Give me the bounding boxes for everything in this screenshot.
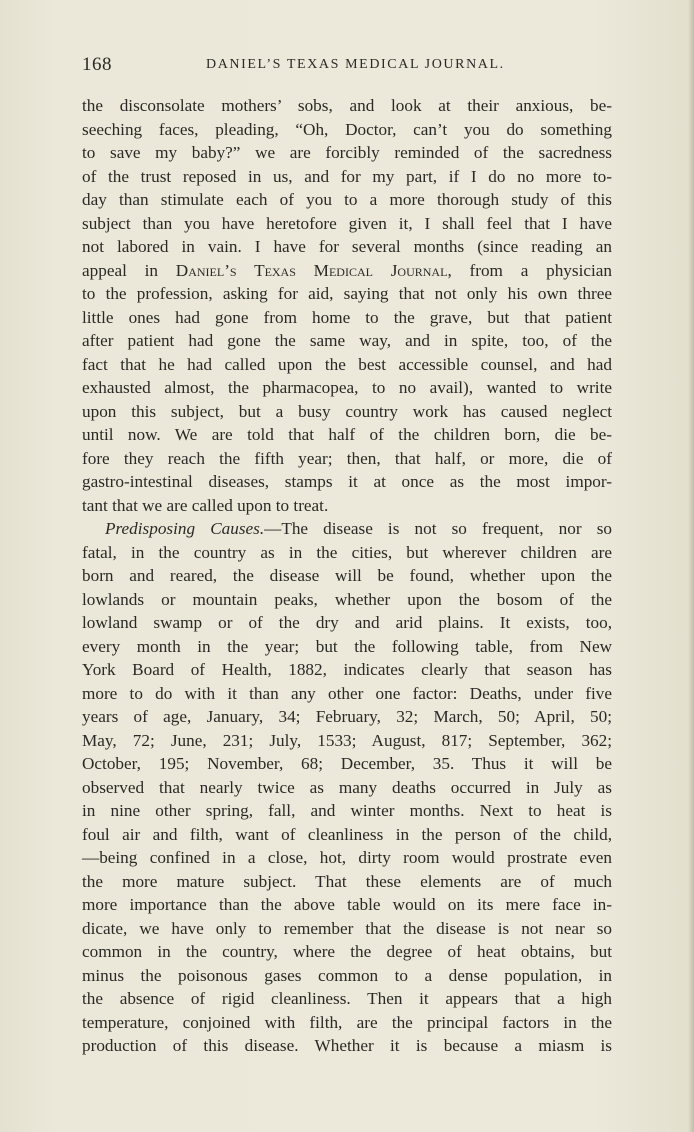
text-line: gastro-intestinal diseases, stamps it at once as the most impor- (82, 472, 612, 491)
text-line: every month in the year; but the following table, from New (82, 636, 612, 656)
text-line: upon this subject, but a busy country work has caused neglect (82, 401, 612, 421)
text-line: temperature, conjoined with filth, are the principal factors in the (82, 1012, 612, 1032)
text-line: common in the country, where the degree of heat obtains, but (82, 942, 612, 961)
text-line: of the trust reposed in us, and for my part, if I do no more to- (82, 166, 612, 186)
text-line: appeal in Daniel’s Texas Medical Journal, from a physician (82, 260, 612, 280)
text-line: tant that we are called upon to treat. (82, 495, 329, 515)
page-number: 168 (82, 54, 112, 75)
text-line: lowland swamp or of the dry and arid plains. It exists, too, (82, 613, 612, 632)
text-line: to the profession, asking for aid, saying that not only his own three (82, 284, 612, 303)
text-line: little ones had gone from home to the grave, but that patient (82, 307, 612, 327)
text-line: not labored in vain. I have for several months (since reading an (82, 237, 612, 256)
text-line: exhausted almost, the pharmacopea, to no avail), wanted to write (82, 378, 612, 397)
text-line: fore they reach the fifth year; then, that half, or more, die of (82, 448, 612, 468)
text-line: in nine other spring, fall, and winter months. Next to heat is (82, 801, 612, 820)
text-line: observed that nearly twice as many deaths occurred in July as (82, 777, 612, 797)
body-text (82, 94, 612, 1058)
text-line: October, 195; November, 68; December, 35. Thus it will be (82, 754, 612, 773)
text-line: lowlands or mountain peaks, whether upon the bosom of the (82, 589, 612, 609)
text-line: fact that he had called upon the best accessible counsel, and had (82, 354, 612, 374)
text-line: York Board of Health, 1882, indicates clearly that season has (82, 660, 612, 679)
text-line: until now. We are told that half of the children born, die be- (82, 425, 612, 444)
page-spine-shadow (688, 0, 694, 1132)
journal-title: DANIEL’S TEXAS MEDICAL JOURNAL. (206, 57, 505, 72)
text-line: May, 72; June, 231; July, 1533; August, 817; September, 362; (82, 730, 612, 750)
text-line: —being confined in a close, hot, dirty room would prostrate even (82, 848, 612, 867)
text-line: fatal, in the country as in the cities, but wherever children are (82, 542, 612, 562)
running-head (82, 54, 612, 78)
text-line: subject than you have heretofore given it, I shall feel that I have (82, 213, 612, 233)
text-line: to save my baby?” we are forcibly reminded of the sacredness (82, 143, 612, 162)
text-line: more importance than the above table would on its mere face in- (82, 895, 612, 914)
text-line: minus the poisonous gases common to a dense population, in (82, 965, 612, 985)
text-line: production of this disease. Whether it is because a miasm is (82, 1036, 612, 1055)
text-line: more to do with it than any other one factor: Deaths, under five (82, 683, 612, 703)
text-line: years of age, January, 34; February, 32; March, 50; April, 50; (82, 707, 612, 726)
text-line: seeching faces, pleading, “Oh, Doctor, can’t you do something (82, 119, 612, 139)
text-line: the more mature subject. That these elements are of much (82, 871, 612, 891)
text-line: born and reared, the disease will be found, whether upon the (82, 566, 612, 585)
text-line: after patient had gone the same way, and in spite, too, of the (82, 331, 612, 350)
text-line: day than stimulate each of you to a more thorough study of this (82, 190, 612, 209)
text-line-section-start: Predisposing Causes.—The disease is not so frequent, nor so (105, 519, 612, 538)
text-line: dicate, we have only to remember that the disease is not near so (82, 918, 612, 938)
text-line: foul air and filth, want of cleanliness in the person of the child, (82, 824, 612, 844)
text-line: the disconsolate mothers’ sobs, and look at their anxious, be- (82, 96, 612, 115)
text-line: the absence of rigid cleanliness. Then it appears that a high (82, 989, 612, 1008)
